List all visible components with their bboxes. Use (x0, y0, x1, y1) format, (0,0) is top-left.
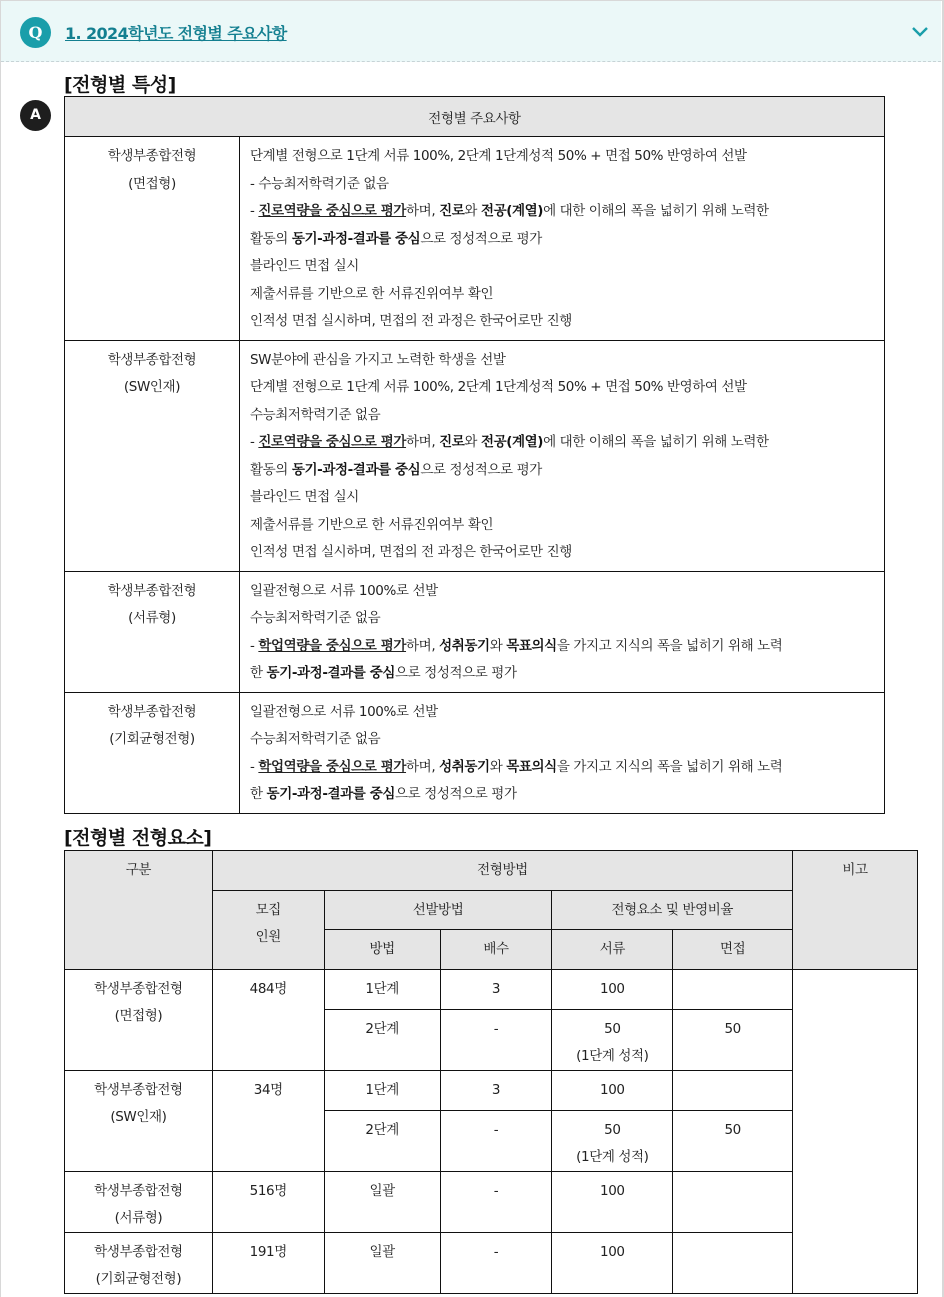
quota-value: 516명 (212, 1172, 324, 1233)
admission-type-description (240, 692, 885, 813)
question-badge: Q (20, 17, 51, 48)
description-line: 한 동기-과정-결과를 중심으로 정성적으로 평가 (250, 665, 517, 681)
header-method: 방법 (324, 930, 440, 970)
interview-ratio: 50 (673, 1111, 793, 1172)
characteristics-table (64, 96, 885, 814)
admission-type-name: 학생부종합전형 (SW인재) (65, 1071, 213, 1172)
stage-method: 2단계 (324, 1010, 440, 1071)
admission-type-name: 학생부종합전형 (서류형) (65, 571, 240, 692)
elements-row (65, 1233, 918, 1294)
description-line: 활동의 동기-과정-결과를 중심으로 정성적으로 평가 (250, 461, 542, 478)
description-line: 블라인드 면접 실시 (250, 489, 359, 505)
description-line: 인적성 면접 실시하며, 면접의 전 과정은 한국어로만 진행 (250, 313, 572, 329)
header-documents: 서류 (552, 930, 673, 970)
header-interview: 면접 (673, 930, 793, 970)
quota-value: 191명 (212, 1233, 324, 1294)
quota-value: 484명 (212, 970, 324, 1071)
description-line: 수능최저학력기준 없음 (250, 610, 381, 626)
section-title-characteristics: [전형별 특성] (64, 74, 176, 96)
section-title-elements: [전형별 전형요소] (64, 827, 212, 849)
quota-value: 34명 (212, 1071, 324, 1172)
header-elements: 전형요소 및 반영비율 (552, 891, 793, 930)
characteristics-row (65, 137, 885, 341)
stage-multiple: - (440, 1233, 552, 1294)
description-line: - 수능최저학력기준 없음 (250, 175, 389, 192)
elements-row (65, 970, 918, 1010)
header-method-group: 전형방법 (212, 851, 792, 891)
description-line: 일괄전형으로 서류 100%로 선발 (250, 703, 438, 720)
stage-method: 일괄 (324, 1172, 440, 1233)
stage-method: 1단계 (324, 1071, 440, 1111)
question-header[interactable] (1, 1, 941, 62)
stage-multiple: - (440, 1172, 552, 1233)
interview-ratio (673, 970, 793, 1010)
interview-ratio (673, 1233, 793, 1294)
remark-cell (793, 970, 918, 1294)
documents-ratio: 100 (552, 1172, 673, 1233)
description-line: 수능최저학력기준 없음 (250, 731, 381, 747)
characteristics-header: 전형별 주요사항 (65, 97, 885, 137)
description-line: - 학업역량을 중심으로 평가하며, 성취동기와 목표의식을 가지고 지식의 폭을 넓히기 위해 노력 (250, 758, 783, 775)
stage-multiple: 3 (440, 1071, 552, 1111)
stage-method: 2단계 (324, 1111, 440, 1172)
documents-ratio: 100 (552, 970, 673, 1010)
question-title-link[interactable]: 1. 2024학년도 전형별 주요사항 (65, 24, 287, 43)
description-line: - 진로역량을 중심으로 평가하며, 진로와 전공(계열)에 대한 이해의 폭을 넓히기 위해 노력한 (250, 203, 769, 219)
admission-type-name: 학생부종합전형 (기회균형전형) (65, 692, 240, 813)
characteristics-row (65, 571, 885, 692)
description-line: 제출서류를 기반으로 한 서류진위여부 확인 (250, 516, 494, 533)
answer-badge: A (20, 100, 51, 131)
characteristics-row (65, 340, 885, 571)
description-line: - 학업역량을 중심으로 평가하며, 성취동기와 목표의식을 가지고 지식의 폭을 넓히기 위해 노력 (250, 637, 783, 654)
stage-multiple: 3 (440, 970, 552, 1010)
admission-type-description (240, 137, 885, 341)
admission-type-description (240, 340, 885, 571)
documents-ratio: 100 (552, 1233, 673, 1294)
description-line: 단계별 전형으로 1단계 서류 100%, 2단계 1단계성적 50% + 면접 50% 반영하여 선발 (250, 148, 747, 164)
admission-type-name: 학생부종합전형 (면접형) (65, 137, 240, 341)
chevron-down-icon[interactable] (911, 25, 929, 39)
admission-type-name: 학생부종합전형 (면접형) (65, 970, 213, 1071)
description-line: 단계별 전형으로 1단계 서류 100%, 2단계 1단계성적 50% + 면접 50% 반영하여 선발 (250, 379, 747, 395)
documents-ratio: 100 (552, 1071, 673, 1111)
header-remark: 비고 (793, 851, 918, 970)
description-line: 블라인드 면접 실시 (250, 258, 359, 274)
description-line: 수능최저학력기준 없음 (250, 406, 381, 423)
documents-ratio: 50 (1단계 성적) (552, 1111, 673, 1172)
interview-ratio (673, 1172, 793, 1233)
stage-multiple: - (440, 1111, 552, 1172)
interview-ratio (673, 1071, 793, 1111)
header-selection: 선발방법 (324, 891, 552, 930)
description-line: SW분야에 관심을 가지고 노력한 학생을 선발 (250, 351, 506, 368)
elements-row (65, 1071, 918, 1111)
elements-row (65, 1172, 918, 1233)
interview-ratio: 50 (673, 1010, 793, 1071)
documents-ratio: 50 (1단계 성적) (552, 1010, 673, 1071)
description-line: 인적성 면접 실시하며, 면접의 전 과정은 한국어로만 진행 (250, 544, 572, 560)
header-multiple: 배수 (440, 930, 552, 970)
description-line: 활동의 동기-과정-결과를 중심으로 정성적으로 평가 (250, 230, 542, 247)
stage-multiple: - (440, 1010, 552, 1071)
header-quota: 모집 인원 (212, 891, 324, 970)
admission-type-description (240, 571, 885, 692)
description-line: - 진로역량을 중심으로 평가하며, 진로와 전공(계열)에 대한 이해의 폭을 넓히기 위해 노력한 (250, 434, 769, 450)
description-line: 제출서류를 기반으로 한 서류진위여부 확인 (250, 285, 494, 302)
admission-type-name: 학생부종합전형 (기회균형전형) (65, 1233, 213, 1294)
description-line: 일괄전형으로 서류 100%로 선발 (250, 582, 438, 599)
admission-type-name: 학생부종합전형 (서류형) (65, 1172, 213, 1233)
stage-method: 1단계 (324, 970, 440, 1010)
header-category: 구분 (65, 851, 213, 970)
elements-table (64, 850, 918, 1294)
stage-method: 일괄 (324, 1233, 440, 1294)
description-line: 한 동기-과정-결과를 중심으로 정성적으로 평가 (250, 786, 517, 802)
characteristics-row (65, 692, 885, 813)
admission-type-name: 학생부종합전형 (SW인재) (65, 340, 240, 571)
